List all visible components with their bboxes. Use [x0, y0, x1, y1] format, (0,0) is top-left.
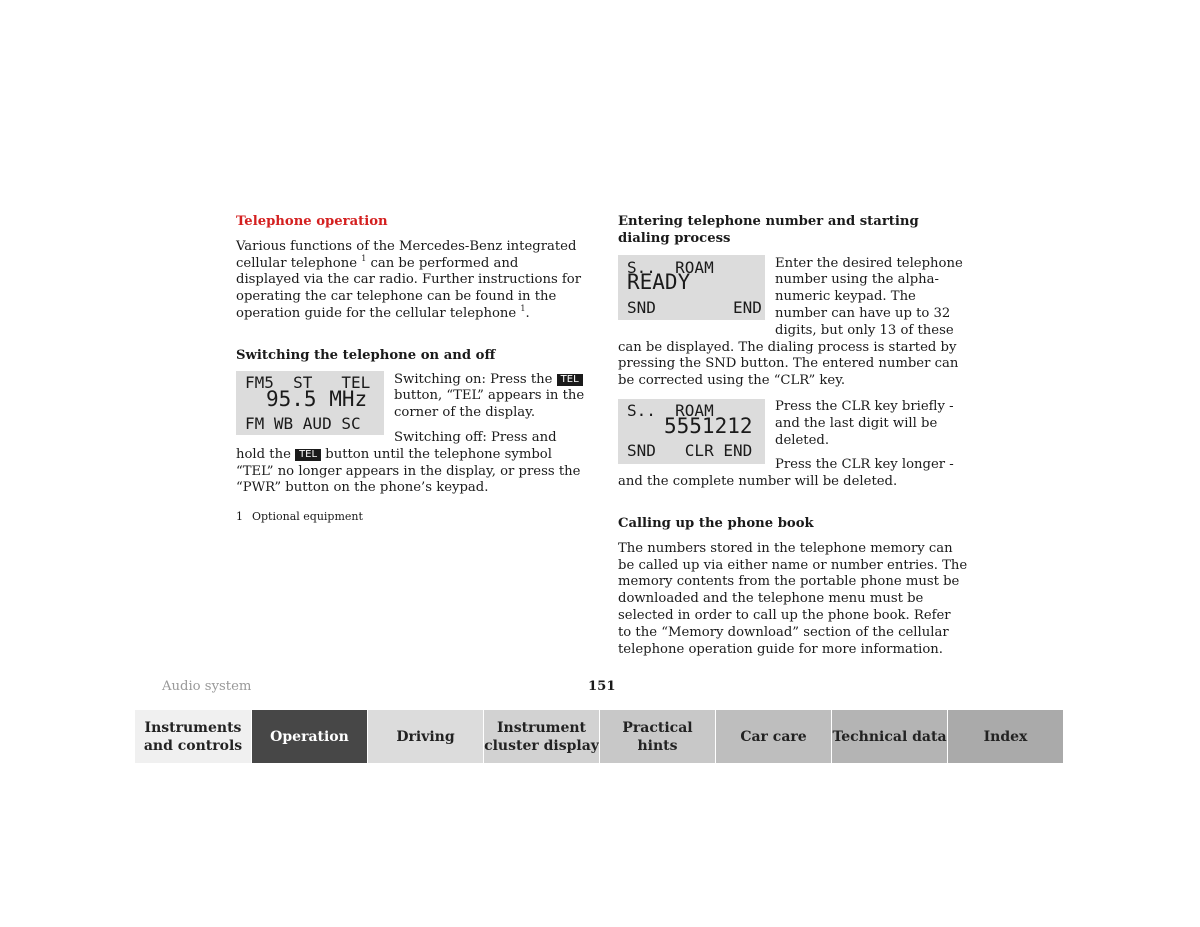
intro-paragraph: [236, 239, 586, 323]
tel-button-icon: TEL: [557, 374, 583, 386]
display-row-1: S.. ROAM: [627, 257, 714, 277]
left-column: [236, 214, 586, 526]
display-row-3: SND CLR END: [627, 440, 753, 460]
footnote-text: Optional equipment: [252, 510, 363, 524]
right-column: [618, 214, 968, 658]
section-title: Telephone operation: [236, 214, 388, 229]
switch-off-a: Switching off: Press and hold the: [236, 429, 557, 462]
tab-technical-data[interactable]: Technical data: [831, 710, 947, 763]
footnote-ref: 1: [361, 253, 367, 263]
radio-display: [236, 371, 384, 435]
display-row-2: 5551212: [664, 413, 753, 438]
intro-text-c: .: [525, 305, 530, 321]
tab-index[interactable]: Index: [947, 710, 1063, 763]
display-row-2: READY: [627, 269, 691, 294]
tab-instrument-cluster-display[interactable]: Instrument cluster display: [483, 710, 599, 763]
tab-driving[interactable]: Driving: [367, 710, 483, 763]
intro-text-a: Various functions of the Mercedes-Benz integrated cellular telephone: [236, 238, 577, 271]
phonebook-heading: Calling up the phone book: [618, 515, 814, 531]
switch-off-b: button until the telephone symbol “TEL” no longer appears in the display, or press the “PWR” button on the phone’s keypad.: [236, 446, 581, 496]
tab-car-care[interactable]: Car care: [715, 710, 831, 763]
intro-text-b: can be performed and displayed via the car radio. Further instructions for operating the car telephone can be found in the operation guide for the cellular telephone: [236, 255, 582, 321]
enter-number-text: Enter the desired telephone number using the alpha-numeric keypad. The number can have up to 32 digits, but only 13 of these can be displayed. The dialing process is started by pressing the SND button. The entered number can be corrected using the “CLR” key.: [618, 255, 963, 389]
footnote: [236, 509, 586, 526]
tab-practical-hints[interactable]: Practical hints: [599, 710, 715, 763]
display-row-3: SND END: [627, 297, 762, 317]
footnote-number: 1: [236, 510, 243, 524]
clr-long-text: Press the CLR key longer - and the complete number will be deleted.: [618, 457, 954, 490]
tab-operation[interactable]: Operation: [251, 710, 367, 763]
switching-heading: Switching the telephone on and off: [236, 347, 496, 363]
chapter-tabs: [135, 710, 1065, 763]
page-number: 151: [588, 679, 616, 694]
switch-on-a: Switching on: Press the: [394, 371, 557, 387]
display-row-3: FM WB AUD SC: [245, 413, 361, 433]
display-row-2: 95.5 MHz: [266, 386, 368, 411]
dialing-heading: Entering telephone number and starting dialing process: [618, 214, 919, 246]
footnote-ref: 1: [520, 303, 526, 313]
display-row-1: FM5 ST TEL: [245, 372, 371, 392]
phonebook-text: The numbers stored in the telephone memory can be called up via either name or number entries. The memory contents from the portable phone must be downloaded and the telephone menu must be selected in order to call up the phone book. Refer to the “Memory download” section of the cellular telephone operation guide for more information.: [618, 540, 968, 657]
display-row-1: S.. ROAM: [627, 400, 714, 420]
phone-display-ready: [618, 255, 765, 320]
clr-brief-text: Press the CLR key briefly - and the last digit will be deleted.: [775, 398, 954, 448]
switch-on-b: button, “TEL” appears in the corner of the display.: [394, 388, 585, 421]
section-label: Audio system: [162, 679, 252, 694]
phone-display-number: [618, 399, 765, 464]
switching-off-text: [236, 430, 586, 497]
tel-button-icon: TEL: [295, 449, 321, 461]
tab-instruments-and-controls[interactable]: Instruments and controls: [135, 710, 251, 763]
